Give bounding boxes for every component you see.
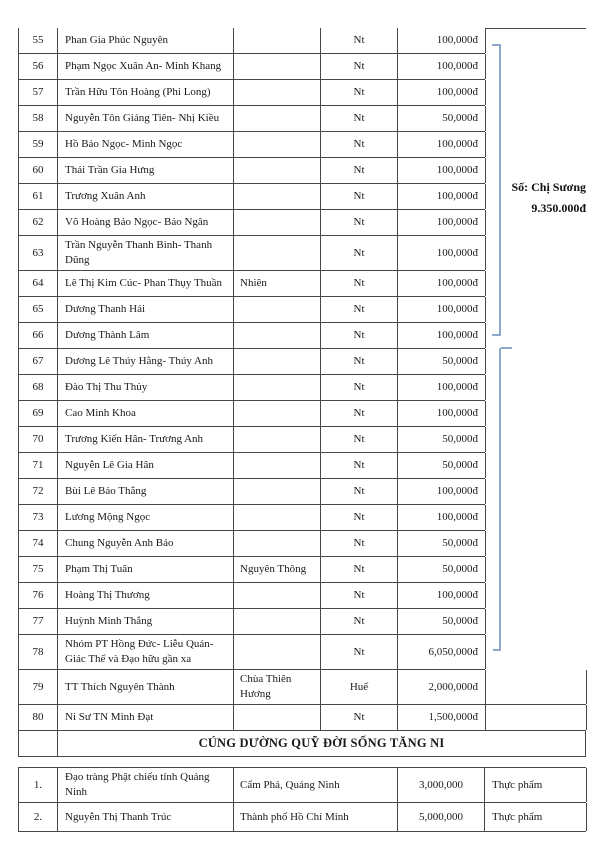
table-row [18, 271, 485, 297]
row-number: 64 [19, 271, 58, 296]
donor-name: Nhóm PT Hồng Đức- Liễu Quán- Giác Thế và Đạo hữu gần xa [58, 635, 234, 669]
amount-cell: 2,000,000đ [398, 670, 486, 704]
row-number: 75 [19, 557, 58, 582]
note-abbrev-cell: Nt [321, 80, 398, 105]
note-abbrev-cell: Nt [321, 635, 398, 669]
note-abbrev-cell: Nt [321, 375, 398, 400]
note-abbrev-cell: Nt [321, 271, 398, 296]
note-abbrev-cell: Nt [321, 505, 398, 530]
row-number: 77 [19, 609, 58, 634]
table-row [18, 375, 485, 401]
bracket-lower [499, 348, 511, 650]
amount-cell: 100,000đ [398, 323, 486, 348]
note-abbrev-cell: Nt [321, 323, 398, 348]
donor-name: Chung Nguyễn Anh Bảo [58, 531, 234, 556]
donor-name: Hồ Bảo Ngọc- Minh Ngọc [58, 132, 234, 157]
table-row [18, 349, 485, 375]
note-abbrev-cell: Nt [321, 54, 398, 79]
amount-cell: 50,000đ [398, 609, 486, 634]
bracket-hook [492, 44, 501, 46]
bracket-hook [501, 347, 512, 349]
donor-name: Huỳnh Minh Thắng [58, 609, 234, 634]
amount-cell: 1,500,000đ [398, 705, 486, 730]
note-abbrev-cell: Nt [321, 401, 398, 426]
note-abbrev-cell: Nt [321, 531, 398, 556]
note-abbrev-cell: Nt [321, 236, 398, 270]
table-row [18, 401, 485, 427]
table-row [18, 479, 485, 505]
amount-cell: 100,000đ [398, 375, 486, 400]
bracket-hook [492, 334, 501, 336]
table-row [18, 184, 485, 210]
religious-name [234, 80, 321, 105]
religious-name [234, 236, 321, 270]
table-gap [18, 757, 586, 767]
religious-name: Nguyên Thông [234, 557, 321, 582]
row-number: 60 [19, 158, 58, 183]
table-row [18, 531, 485, 557]
note-abbrev-cell: Nt [321, 557, 398, 582]
row-number: 79 [19, 670, 58, 704]
location-cell: Thành phố Hồ Chí Minh [234, 803, 398, 831]
row-number: 55 [19, 28, 58, 53]
religious-name [234, 28, 321, 53]
note-abbrev-cell: Nt [321, 609, 398, 634]
note-abbrev-cell: Huế [321, 670, 398, 704]
religious-name [234, 349, 321, 374]
donor-name: Bùi Lê Bảo Thắng [58, 479, 234, 504]
donor-name: Đào Thị Thu Thủy [58, 375, 234, 400]
table-row [18, 505, 485, 531]
row-number: 78 [19, 635, 58, 669]
religious-name [234, 297, 321, 322]
note-abbrev-cell: Nt [321, 132, 398, 157]
donor-name: Trần Hữu Tôn Hoàng (Phi Long) [58, 80, 234, 105]
amount-cell: 50,000đ [398, 453, 486, 478]
religious-name [234, 106, 321, 131]
religious-name [234, 705, 321, 730]
table-row [18, 453, 485, 479]
note-abbrev-cell: Nt [321, 106, 398, 131]
amount-cell: 50,000đ [398, 557, 486, 582]
note-abbrev-cell: Nt [321, 210, 398, 235]
table-row [18, 705, 586, 731]
donor-name: Phan Gia Phúc Nguyên [58, 28, 234, 53]
section-title: CÚNG DƯỜNG QUỸ ĐỜI SỐNG TĂNG NI [58, 731, 586, 756]
amount-cell: 100,000đ [398, 583, 486, 608]
row-number: 57 [19, 80, 58, 105]
amount-cell: 50,000đ [398, 106, 486, 131]
collector-note [490, 177, 586, 219]
donor-name: Cao Minh Khoa [58, 401, 234, 426]
amount-cell: 100,000đ [398, 236, 486, 270]
table-row [18, 54, 485, 80]
amount-cell: 50,000đ [398, 427, 486, 452]
row-number: 73 [19, 505, 58, 530]
amount-cell: 100,000đ [398, 297, 486, 322]
table-row [18, 323, 485, 349]
donor-name: Trần Nguyễn Thanh Bình- Thanh Dũng [58, 236, 234, 270]
row-number: 68 [19, 375, 58, 400]
row-number: 66 [19, 323, 58, 348]
religious-name [234, 158, 321, 183]
religious-name [234, 375, 321, 400]
row-number: 62 [19, 210, 58, 235]
table-row [18, 80, 485, 106]
row-number: 58 [19, 106, 58, 131]
empty-cell [486, 670, 587, 704]
collector-note-name: Số: Chị Sương [511, 180, 586, 194]
table-row [18, 427, 485, 453]
amount-cell: 100,000đ [398, 158, 486, 183]
amount-cell: 100,000đ [398, 479, 486, 504]
collector-note-total: 9.350.000đ [531, 201, 586, 215]
amount-cell: 100,000đ [398, 271, 486, 296]
donor-name: Lê Thị Kim Cúc- Phan Thụy Thuần [58, 271, 234, 296]
table-row [18, 670, 586, 705]
donor-name: Thái Trần Gia Hưng [58, 158, 234, 183]
donor-name: Nguyễn Tôn Giáng Tiên- Nhị Kiều [58, 106, 234, 131]
note-abbrev-cell: Nt [321, 28, 398, 53]
row-number: 71 [19, 453, 58, 478]
table-row [18, 557, 485, 583]
amount-cell: 5,000,000 [398, 803, 485, 831]
amount-cell: 100,000đ [398, 210, 486, 235]
religious-name [234, 210, 321, 235]
donor-name: Lương Mộng Ngọc [58, 505, 234, 530]
donor-name: Dương Thành Lâm [58, 323, 234, 348]
row-number: 56 [19, 54, 58, 79]
religious-name [234, 453, 321, 478]
donor-name: Phạm Thị Tuân [58, 557, 234, 582]
amount-cell: 3,000,000 [398, 768, 485, 802]
note-abbrev-cell: Nt [321, 297, 398, 322]
religious-name [234, 479, 321, 504]
section-header-row [18, 731, 586, 757]
religious-name [234, 132, 321, 157]
amount-cell: 100,000đ [398, 80, 486, 105]
donor-name: Trương Xuân Anh [58, 184, 234, 209]
donor-name: Phạm Ngọc Xuân An- Minh Khang [58, 54, 234, 79]
religious-name [234, 505, 321, 530]
donor-name: Nguyễn Thị Thanh Trúc [58, 803, 234, 831]
location-cell: Cẩm Phả, Quảng Ninh [234, 768, 398, 802]
row-number: 2. [19, 803, 58, 831]
note-abbrev-cell: Nt [321, 184, 398, 209]
note-abbrev-cell: Nt [321, 427, 398, 452]
table-row [18, 609, 485, 635]
religious-name [234, 583, 321, 608]
amount-cell: 100,000đ [398, 505, 486, 530]
row-number: 69 [19, 401, 58, 426]
amount-cell: 100,000đ [398, 54, 486, 79]
religious-name [234, 609, 321, 634]
donor-name: Dương Lê Thúy Hằng- Thúy Anh [58, 349, 234, 374]
amount-cell: 6,050,000đ [398, 635, 486, 669]
table-row [18, 28, 485, 54]
row-number: 76 [19, 583, 58, 608]
note-abbrev-cell: Nt [321, 453, 398, 478]
table-row [18, 803, 586, 832]
amount-cell: 100,000đ [398, 132, 486, 157]
amount-cell: 50,000đ [398, 349, 486, 374]
religious-name [234, 635, 321, 669]
table-row [18, 236, 485, 271]
table-row [18, 635, 485, 670]
table-row [18, 297, 485, 323]
donor-name: Hoàng Thị Thương [58, 583, 234, 608]
table-row [18, 158, 485, 184]
amount-cell: 100,000đ [398, 28, 486, 53]
row-number: 61 [19, 184, 58, 209]
note-abbrev-cell: Nt [321, 479, 398, 504]
note-abbrev-cell: Nt [321, 158, 398, 183]
religious-name: Nhiên [234, 271, 321, 296]
religious-name [234, 54, 321, 79]
row-number: 72 [19, 479, 58, 504]
religious-name [234, 401, 321, 426]
item-cell: Thực phẩm [485, 803, 587, 831]
row-number: 74 [19, 531, 58, 556]
row-number: 1. [19, 768, 58, 802]
religious-name [234, 323, 321, 348]
table-row [18, 106, 485, 132]
note-abbrev-cell: Nt [321, 583, 398, 608]
donor-name: Dương Thanh Hải [58, 297, 234, 322]
row-number: 70 [19, 427, 58, 452]
note-abbrev-cell: Nt [321, 349, 398, 374]
item-cell: Thực phẩm [485, 768, 587, 802]
religious-name [234, 531, 321, 556]
row-number: 80 [19, 705, 58, 730]
row-number: 59 [19, 132, 58, 157]
amount-cell: 50,000đ [398, 531, 486, 556]
table-row [18, 210, 485, 236]
donor-name: TT Thích Nguyên Thành [58, 670, 234, 704]
amount-cell: 100,000đ [398, 184, 486, 209]
donor-name: Võ Hoàng Bảo Ngọc- Bảo Ngân [58, 210, 234, 235]
donor-name: Ni Sư TN Minh Đạt [58, 705, 234, 730]
row-number: 67 [19, 349, 58, 374]
religious-name [234, 427, 321, 452]
empty-cell [486, 705, 587, 730]
bracket-hook [493, 649, 501, 651]
row-number: 63 [19, 236, 58, 270]
table-row [18, 768, 586, 803]
section-header-number-cell [19, 731, 58, 756]
table-row [18, 583, 485, 609]
row-number: 65 [19, 297, 58, 322]
religious-name [234, 184, 321, 209]
donor-name: Đạo tràng Phật chiếu tỉnh Quảng Ninh [58, 768, 234, 802]
amount-cell: 100,000đ [398, 401, 486, 426]
donor-name: Trương Kiến Hân- Trương Anh [58, 427, 234, 452]
religious-name: Chùa Thiên Hương [234, 670, 321, 704]
donor-name: Nguyễn Lê Gia Hân [58, 453, 234, 478]
note-abbrev-cell: Nt [321, 705, 398, 730]
offering-table [18, 767, 586, 832]
table-row [18, 132, 485, 158]
